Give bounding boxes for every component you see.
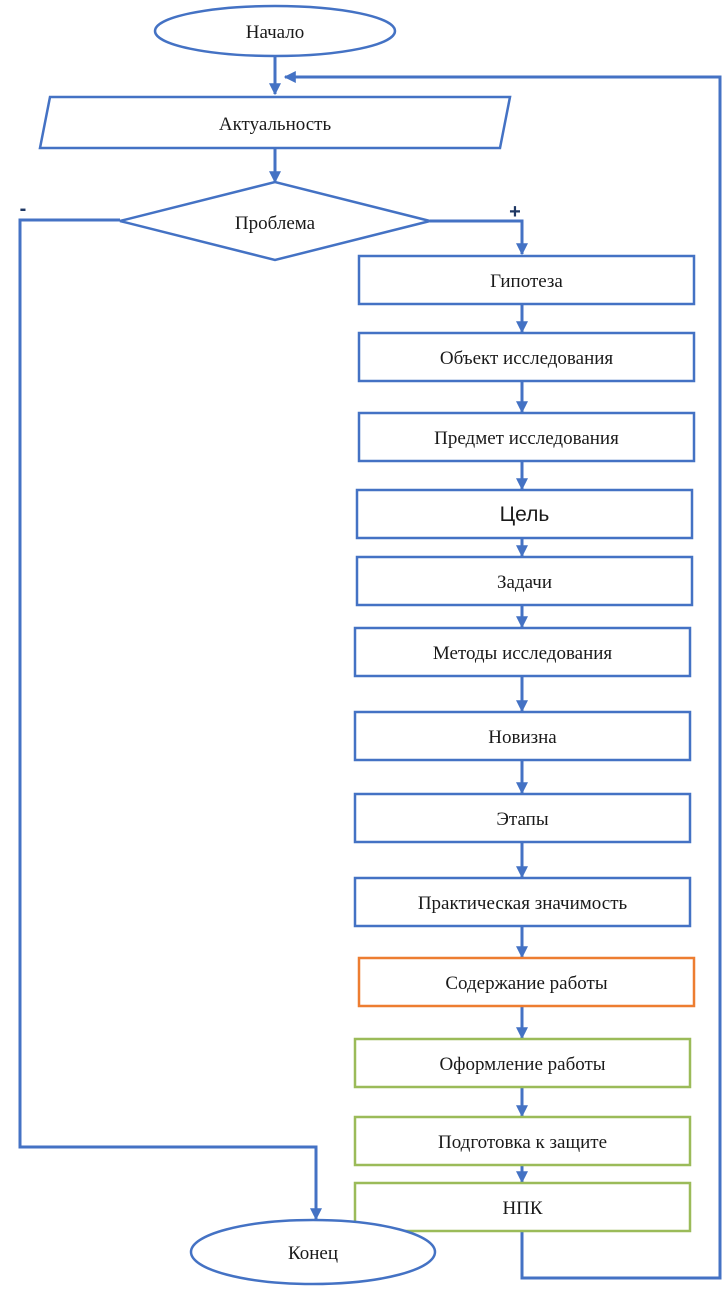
end-label: Конец	[288, 1243, 338, 1264]
step-node	[355, 628, 690, 676]
start-label: Начало	[245, 22, 305, 43]
step-node	[355, 1183, 690, 1231]
step-label: Цель	[499, 503, 550, 526]
relevance-node	[40, 97, 510, 148]
step-node	[357, 557, 692, 605]
relevance-label: Актуальность	[218, 114, 332, 135]
step-label: Этапы	[496, 809, 549, 830]
problem-label: Проблема	[234, 213, 316, 234]
step-label: Объект исследования	[439, 348, 614, 369]
step-label: Предмет исследования	[434, 428, 619, 449]
yes-branch-sign: +	[509, 201, 521, 223]
step-label: Методы исследования	[432, 643, 613, 664]
process-steps	[355, 256, 694, 1231]
step-node	[359, 333, 694, 381]
step-node	[355, 1117, 690, 1165]
step-label: Оформление работы	[439, 1054, 606, 1075]
step-label: Практическая значимость	[417, 893, 628, 914]
step-label: Содержание работы	[445, 973, 608, 994]
step-label: НПК	[502, 1198, 543, 1219]
step-label: Подготовка к защите	[437, 1132, 608, 1153]
problem-node	[120, 182, 430, 260]
step-node	[359, 413, 694, 461]
step-node	[355, 1039, 690, 1087]
step-node	[355, 794, 690, 842]
step-label: Гипотеза	[490, 271, 563, 292]
no-branch-sign: -	[19, 198, 27, 220]
end-node	[191, 1220, 435, 1284]
step-node	[355, 712, 690, 760]
step-node	[359, 958, 694, 1006]
step-node	[359, 256, 694, 304]
step-node	[355, 878, 690, 926]
start-node	[155, 6, 395, 56]
arrow-problem-yes-branch	[430, 221, 522, 254]
step-label: Задачи	[496, 572, 553, 593]
arrow-problem-no-branch	[20, 220, 316, 1219]
step-node	[357, 490, 692, 538]
step-label: Новизна	[488, 727, 557, 748]
